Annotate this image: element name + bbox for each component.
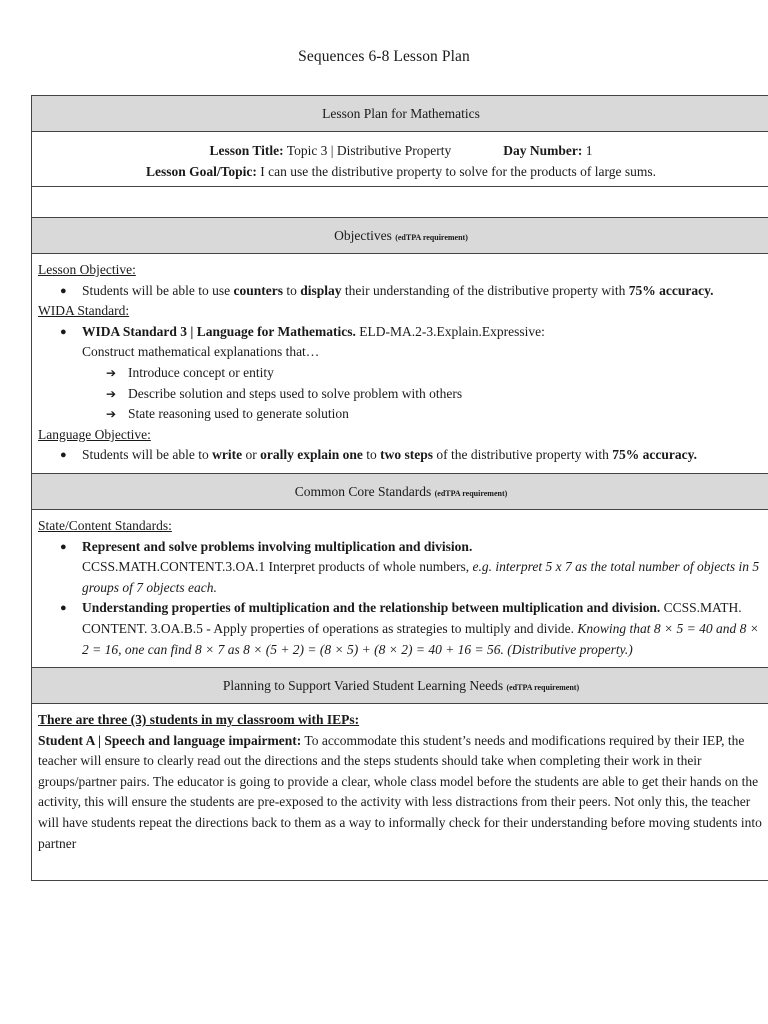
lesson-title-label: Lesson Title: [209,143,284,158]
list-item [106,404,764,425]
text-bold: 75% accuracy. [612,447,697,463]
arrow-right-icon: ➔ [106,407,117,422]
objectives-heading: Objectives [334,228,392,243]
lesson-info-row [32,132,768,187]
text-bold: display [300,282,342,298]
wida-standard-description: Construct mathematical explanations that… [82,344,320,360]
text-bold: two steps [380,447,433,463]
text: of the distributive property with [433,447,613,463]
list-item [106,384,764,405]
text: their understanding of the distributive property with [341,282,629,298]
wida-standard-label: WIDA Standard: [38,303,130,319]
text-bold: counters [233,282,283,298]
student-a-text: To accommodate this student’s needs and modifications required by their IEP, the teacher will ensure to clearly read out the directions and the steps students should take when completing their work in their groups/partner pairs. The educator is going to provide a clear, whole class model before the students are able to get their hands on the activity, this will ensure the students are pre-exposed to the activity with less distractions from their peers. Not only this, the teacher will have students repeat the directions back to them as a way to informally check for their understanding before moving students into partner [38,732,762,851]
standards-heading: Common Core Standards [294,483,432,499]
arrow-right-icon: ➔ [106,386,117,401]
text: Students will be able to [82,447,213,463]
day-number-label: Day Number: [503,143,583,158]
text-bold: 75% accuracy. [628,282,714,298]
wida-standard-title: WIDA Standard 3 | Language for Mathematics. [82,323,356,339]
text: Describe solution and steps used to solve problem with others [128,385,463,401]
wida-sub-list [82,363,764,425]
text: to [282,282,301,298]
lesson-goal-label: Lesson Goal/Topic: [146,164,257,179]
standards-list [38,537,764,661]
language-objective-list [38,445,764,466]
lesson-objective-list [38,281,764,302]
text-bold: Understanding properties of multiplication and the relationship between multiplication and division. [82,600,661,616]
text-bold: Represent and solve problems involving multiplication and division. [82,538,473,554]
planning-text-clip [38,710,764,880]
day-number-value: 1 [585,143,593,158]
text-italic: Knowing that 8 × 5 = 40 and 8 × 2 = 16, one can find 8 × 7 as 8 × (5 + 2) = (8 × 5) + (8 × 2) = 40 + 16 = 56. (Distributive property.) [82,620,759,657]
student-a-label: Student A | Speech and language impairment: [38,732,302,748]
list-item [82,281,764,302]
text-italic: e.g. interpret 5 x 7 as the total number of objects in 5 groups of 7 objects each. [82,559,760,595]
text: or [242,447,261,463]
lesson-objective-label: Lesson Objective: [38,262,136,277]
lesson-title-line [32,140,768,161]
text: Students will be able to use [82,282,234,298]
standards-requirement: (edTPA requirement) [434,488,508,498]
text: State reasoning used to generate solution [128,406,349,422]
text: CCSS.MATH. CONTENT. 3.OA.B.5 - Apply properties of operations as strategies to multiply and divide. [82,600,742,636]
iep-intro: There are three (3) students in my classroom with IEPs: [38,712,360,728]
empty-row [32,187,768,218]
objectives-requirement: (edTPA requirement) [395,233,468,242]
language-objective-label: Language Objective: [38,426,151,442]
text: to [362,447,381,463]
list-item [82,598,764,660]
lesson-goal-line [32,161,768,182]
standards-content [32,510,768,668]
text-bold: orally explain one [260,447,363,463]
list-item [82,322,764,425]
student-a-paragraph [38,731,764,855]
list-item [106,363,764,384]
section-header-lesson-plan [32,96,768,132]
text: CCSS.MATH.CONTENT.3.OA.1 Interpret products of whole numbers, [82,559,473,575]
section-header-standards [32,474,768,510]
lesson-plan-table [31,95,768,881]
wida-standard-code: ELD-MA.2-3.Explain.Expressive: [355,323,545,339]
text: Introduce concept or entity [128,364,274,380]
list-item [82,445,764,466]
lesson-goal-value: I can use the distributive property to solve for the products of large sums. [260,164,656,179]
section-header-planning [32,668,768,704]
list-item [82,537,764,599]
section-title: Lesson Plan for Mathematics [322,106,480,121]
wida-list [38,322,764,425]
section-header-objectives [32,218,768,254]
lesson-title-value: Topic 3 | Distributive Property [286,143,452,158]
planning-heading: Planning to Support Varied Student Learning Needs [222,678,504,694]
state-content-standards-label: State/Content Standards: [38,517,172,533]
text-bold: write [212,447,243,463]
planning-content [32,704,768,881]
planning-requirement: (edTPA requirement) [506,683,580,693]
arrow-right-icon: ➔ [106,365,117,380]
objectives-content [32,254,768,474]
document-title: Sequences 6-8 Lesson Plan [298,48,470,65]
